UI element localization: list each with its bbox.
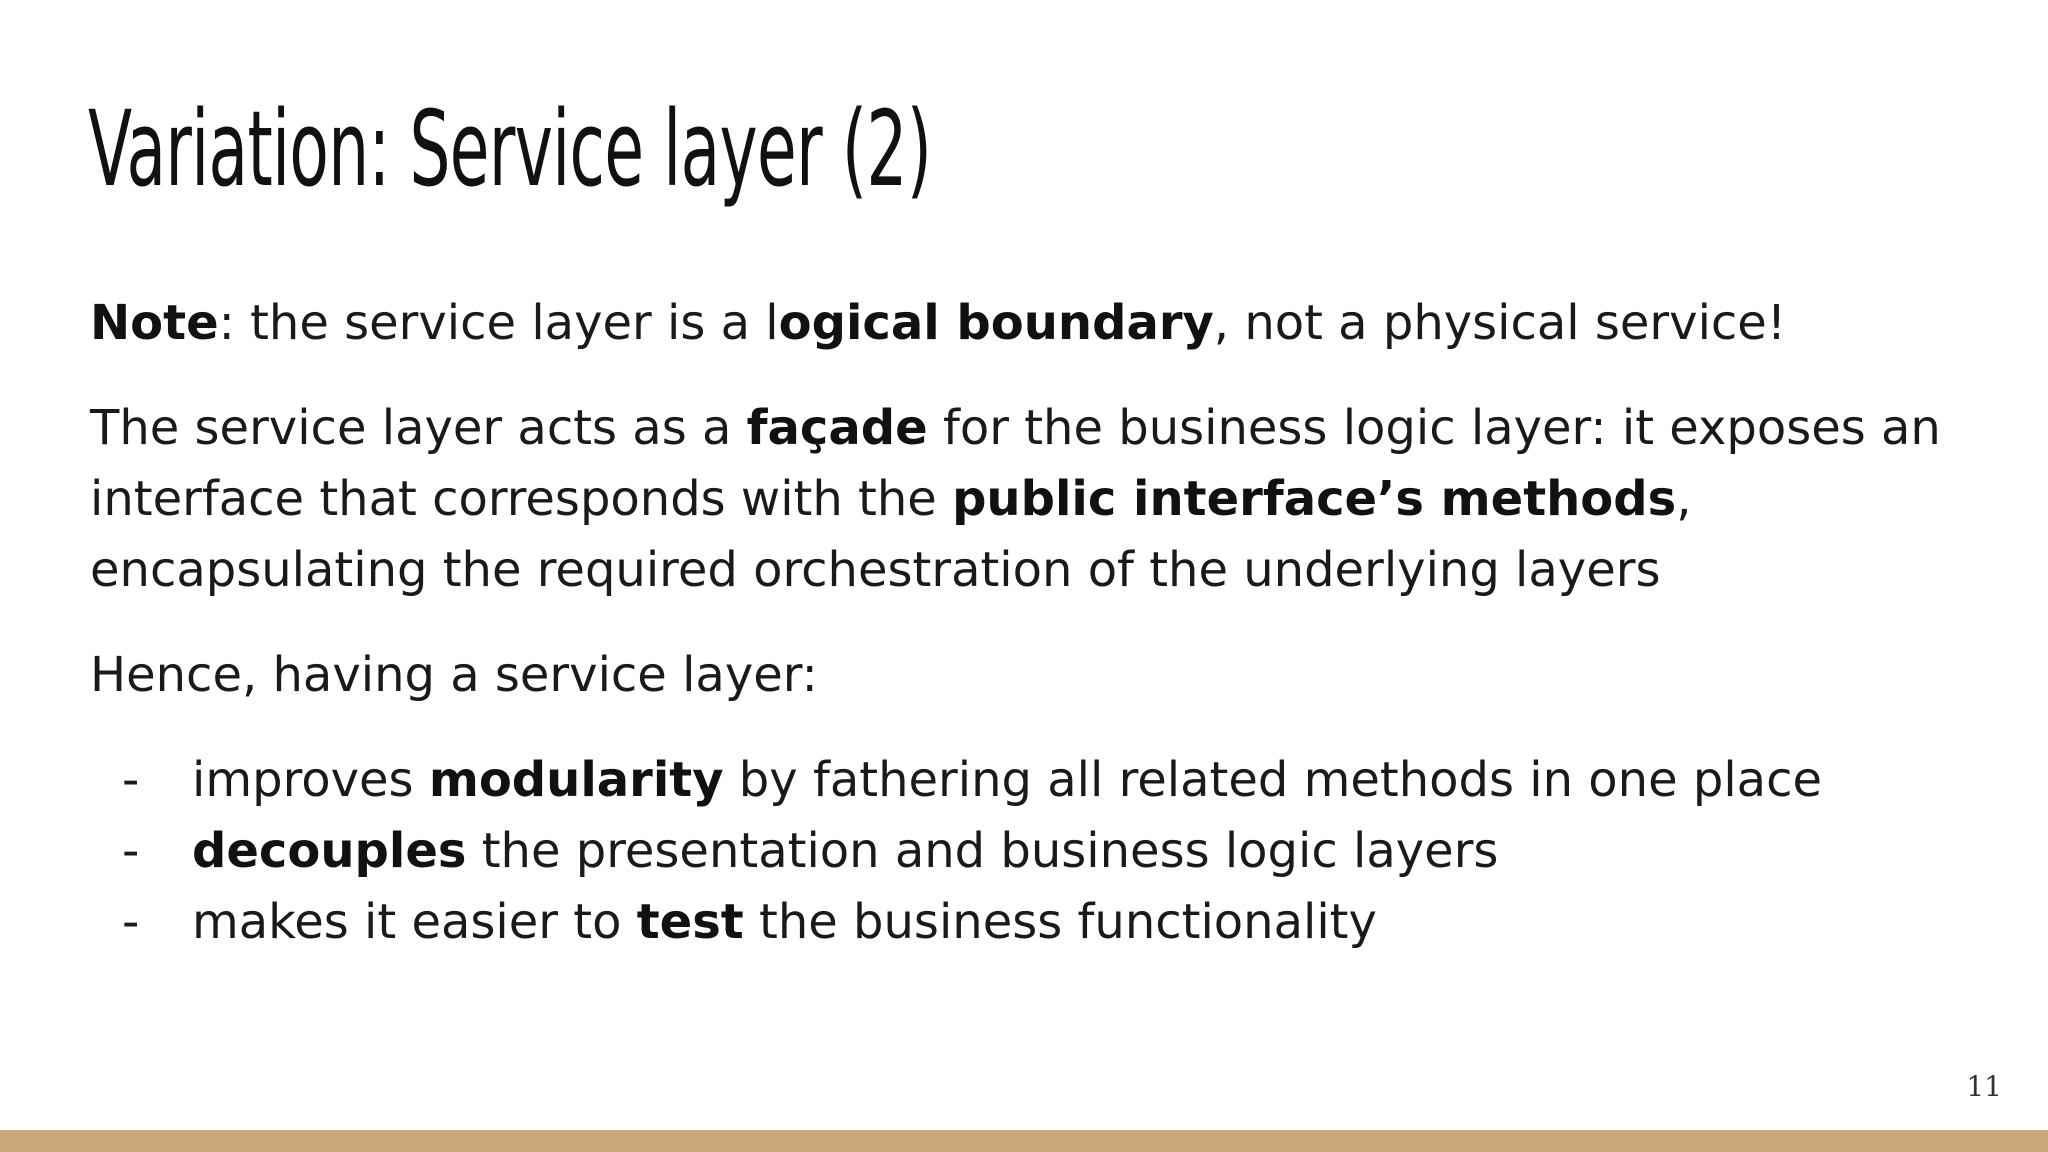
bullet-dash: -	[122, 823, 140, 879]
bullet-emphasis: decouples	[192, 823, 467, 879]
bullet-emphasis: modularity	[428, 752, 724, 808]
note-paragraph	[90, 288, 1970, 359]
bullet-text-1: makes it easier to	[192, 894, 637, 950]
facade-paragraph	[90, 393, 1970, 606]
benefits-list	[90, 745, 1970, 958]
slide-body	[90, 288, 1970, 958]
note-label: Note	[90, 295, 219, 351]
bullet-text-1: improves	[192, 752, 429, 808]
slide-title: Variation: Service layer (2)	[88, 88, 932, 210]
list-item	[90, 887, 1970, 958]
page-number: 11	[1966, 1070, 2002, 1103]
note-emphasis: ogical boundary	[778, 295, 1214, 351]
hence-paragraph: Hence, having a service layer:	[90, 647, 818, 703]
bullet-text-2: by fathering all related methods in one place	[723, 752, 1822, 808]
facade-text-3: , encapsulating the required orchestration of the underlying layers	[90, 471, 1692, 598]
facade-text-2: for the business logic layer: it exposes an interface that corresponds with the	[90, 400, 1941, 527]
list-item	[90, 816, 1970, 887]
bullet-text-2: the presentation and business logic layers	[466, 823, 1499, 879]
public-interface-emphasis: public interface’s methods	[952, 471, 1677, 527]
bullet-dash: -	[122, 894, 140, 950]
note-text-1: : the service layer is a l	[218, 295, 779, 351]
note-text-2: , not a physical service!	[1213, 295, 1787, 351]
footer-accent-bar	[0, 1130, 2048, 1152]
bullet-text-2: the business functionality	[743, 894, 1377, 950]
facade-emphasis: façade	[746, 400, 928, 456]
facade-text-1: The service layer acts as a	[90, 400, 747, 456]
bullet-dash: -	[122, 752, 140, 808]
bullet-emphasis: test	[636, 894, 744, 950]
list-item	[90, 745, 1970, 816]
